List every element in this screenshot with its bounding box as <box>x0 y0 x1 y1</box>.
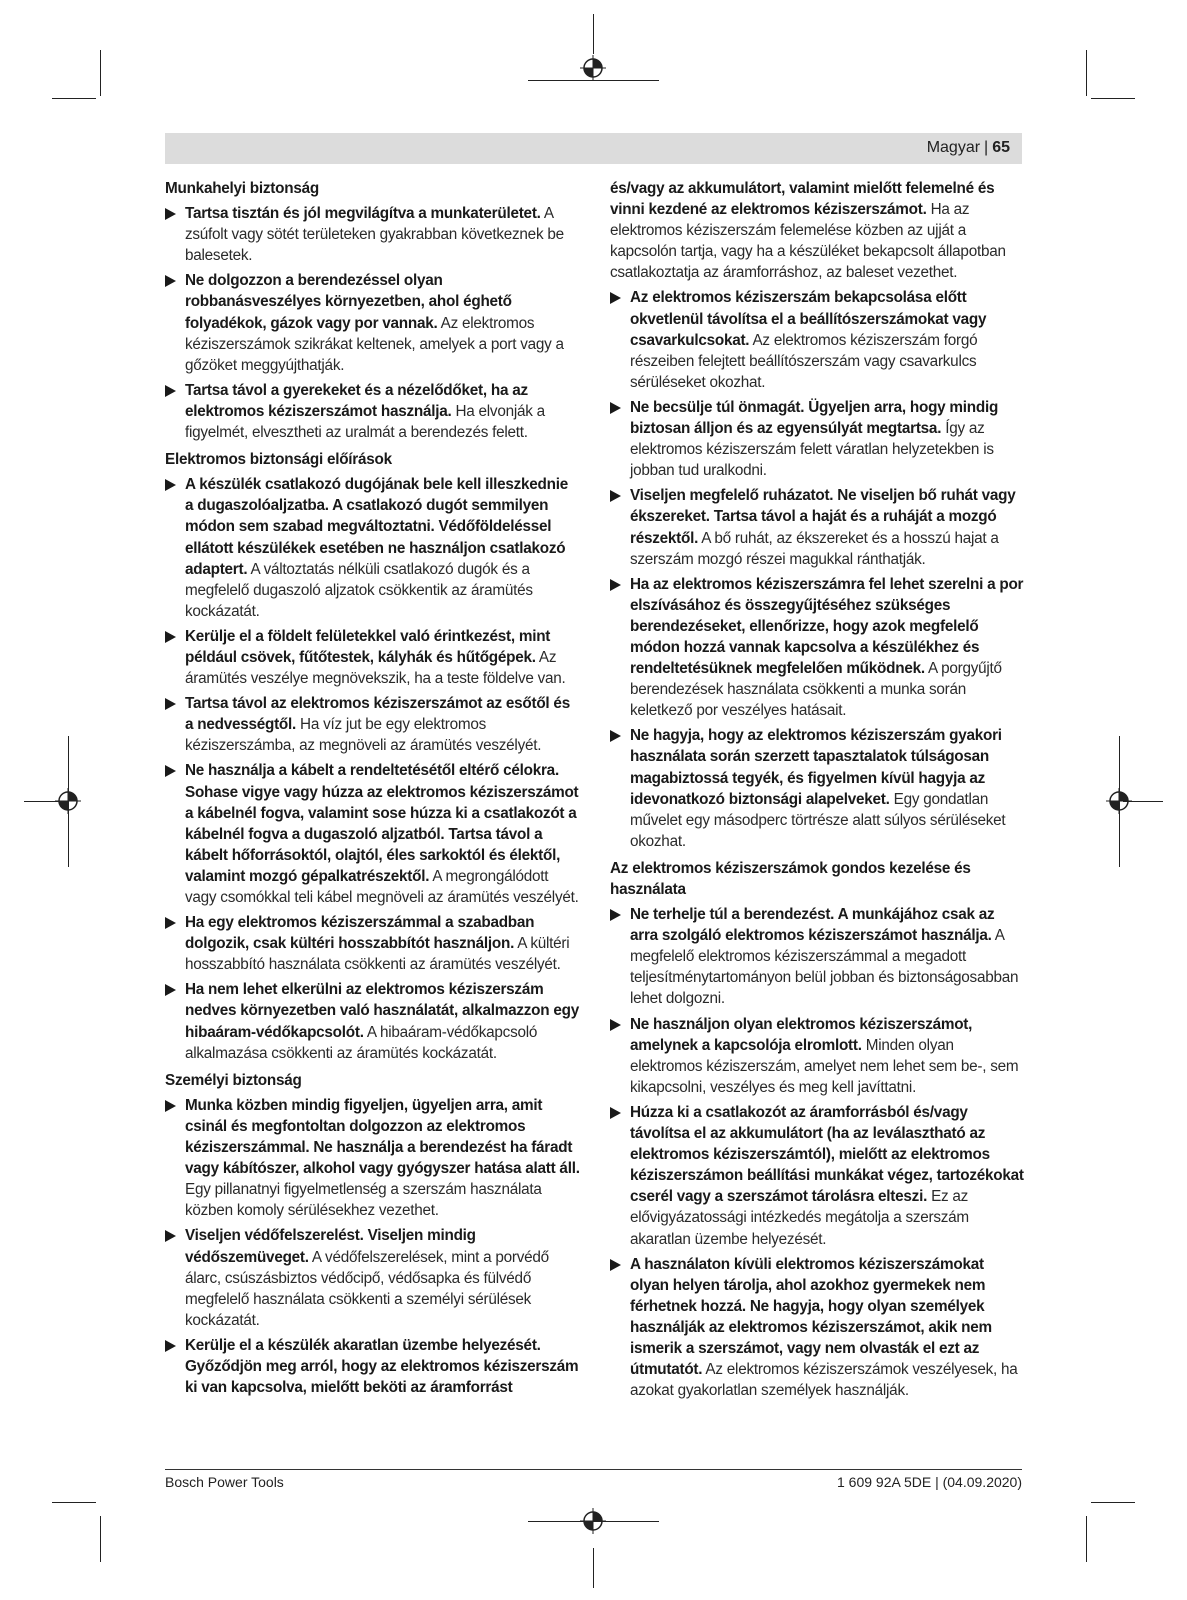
section-title: Munkahelyi biztonság <box>165 180 319 197</box>
list-item: Ne használja a kábelt a rendeltetésétől eltérő célokra. Sohase vigye vagy húzza az elektromos kéziszerszámot a kábelnél fogva, valamint sose húzza ki a csatlakozót a kábelnél fogva a dugaszoló aljzatból. Tartsa távol a kábelt hőforrásoktól, olajtól, éles sarkoktól és élektől, valamint mozgó gépalkatrészektől. A megrongálódott vagy csomókkal teli kábel megnöveli az áramütés veszélyét. <box>165 760 580 908</box>
crop-mark <box>1091 1502 1135 1503</box>
list-item: Ne hagyja, hogy az elektromos kéziszerszám gyakori használata során szerzett tapasztalatok túlságosan magabiztossá tegyék, és figyelmen kívül hagyja az idevonatkozó biztonsági alapelveket. Egy gondatlan művelet egy másodperc törtrésze alatt súlyos sérüléseket okozhat. <box>610 725 1025 852</box>
registration-mark-icon <box>580 55 606 81</box>
list-item: A használaton kívüli elektromos kéziszerszámokat olyan helyen tárolja, ahol azokhoz gyermekek nem férhetnek hozzá. Ne hagyja, hogy olyan személyek használják az elektromos kéziszerszámot, akik nem ismerik a szerszámot, vagy nem olvasták el ezt az útmutatót. Az elektromos kéziszerszámok veszélyesek, ha azokat gyakorlatlan személyek használják. <box>610 1254 1025 1402</box>
crop-mark <box>100 50 101 96</box>
left-column <box>165 178 580 1402</box>
bullet-triangle-icon <box>165 1100 176 1112</box>
bullet-triangle-icon <box>610 1107 621 1119</box>
bullet-triangle-icon <box>610 1259 621 1271</box>
header-text <box>927 139 1010 157</box>
bullet-triangle-icon <box>165 984 176 996</box>
crop-mark <box>52 1502 96 1503</box>
registration-mark-icon <box>1106 788 1132 814</box>
crop-mark <box>1086 50 1087 96</box>
list-item: Ne dolgozzon a berendezéssel olyan robbanásveszélyes környezetben, ahol éghető folyadékok, gázok vagy por vannak. Az elektromos kéziszerszámok szikrákat keltenek, amelyek a port vagy a gőzöket meggyújthatják. <box>165 270 580 375</box>
header-language: Magyar <box>926 139 981 156</box>
list-item: Tartsa tisztán és jól megvilágítva a munkaterületet. A zsúfolt vagy sötét területeken gyakrabban következnek be balesetek. <box>165 203 580 266</box>
registration-mark-icon <box>580 1508 606 1534</box>
section-title: Az elektromos kéziszerszámok gondos kezelése és használata <box>610 859 971 898</box>
list-item: Munka közben mindig figyeljen, ügyeljen arra, amit csinál és megfontoltan dolgozzon az elektromos kéziszerszámmal. Ne használja a berendezést ha fáradt vagy kábítószer, alkohol vagy gyógyszer hatása alatt áll. Egy pillanatnyi figyelmetlenség a szerszám használata közben komoly sérülésekhez vezethet. <box>165 1095 580 1222</box>
list-item: Ne becsülje túl önmagát. Ügyeljen arra, hogy mindig biztosan álljon és az egyensúlyát megtartsa. Így az elektromos kéziszerszám felett váratlan helyzetekben is jobban tud uralkodni. <box>610 397 1025 481</box>
bullet-triangle-icon <box>165 917 176 929</box>
footer-brand: Bosch Power Tools <box>165 1474 284 1490</box>
bullet-triangle-icon <box>610 909 621 921</box>
footer-divider <box>165 1469 1022 1470</box>
list-item: Viseljen megfelelő ruházatot. Ne viseljen bő ruhát vagy ékszereket. Tartsa távol a haját és a ruháját a mozgó részektől. A bő ruhát, az ékszereket és a hosszú hajat a szerszám mozgó részei magukkal ránthatják. <box>610 485 1025 569</box>
crop-mark <box>593 1548 594 1588</box>
list-item: Ha nem lehet elkerülni az elektromos kéziszerszám nedves környezetben való használatát, alkalmazzon egy hibaáram-védőkapcsolót. A hibaáram-védőkapcsoló alkalmazása csökkenti az áramütés kockázatát. <box>165 979 580 1063</box>
bullet-triangle-icon <box>165 1340 176 1352</box>
footer-doc-id: 1 609 92A 5DE | (04.09.2020) <box>837 1474 1022 1490</box>
header-separator: | <box>984 139 989 156</box>
bullet-triangle-icon <box>165 275 176 287</box>
bullet-triangle-icon <box>610 579 621 591</box>
bullet-triangle-icon <box>610 402 621 414</box>
crop-mark <box>52 98 96 99</box>
crop-mark <box>1086 1516 1087 1562</box>
list-item: A készülék csatlakozó dugójának bele kell illeszkednie a dugaszolóaljzatba. A csatlakozó dugót semmilyen módon sem szabad megváltoztatni. Védőföldeléssel ellátott készülékek esetében ne használjon csatlakozó adaptert. A változtatás nélküli csatlakozó dugók és a megfelelő dugaszoló aljzatok csökkentik az áramütés kockázatát. <box>165 474 580 622</box>
bullet-triangle-icon <box>610 730 621 742</box>
list-item: Kerülje el a készülék akaratlan üzembe helyezését. Győződjön meg arról, hogy az elektromos kéziszerszám ki van kapcsolva, mielőtt beköti az áramforrást <box>165 1335 580 1398</box>
bullet-triangle-icon <box>165 1230 176 1242</box>
list-item: Tartsa távol a gyerekeket és a nézelődőket, ha az elektromos kéziszerszámot használja. Ha elvonják a figyelmét, elvesztheti az uralmát a berendezés felett. <box>165 380 580 443</box>
list-item: Húzza ki a csatlakozót az áramforrásból és/vagy távolítsa el az akkumulátort (ha az leválasztható az elektromos kéziszerszámtól), mielőtt az elektromos kéziszerszámon beállítási munkákat végez, tartozékokat cserél vagy a szerszámot tárolásra elteszi. Ez az elővigyázatossági intézkedés megátolja a szerszám akaratlan üzembe helyezését. <box>610 1102 1025 1250</box>
list-item: Az elektromos kéziszerszám bekapcsolása előtt okvetlenül távolítsa el a beállítószerszámokat vagy csavarkulcsokat. Az elektromos kéziszerszám forgó részeiben felejtett beállítószerszám vagy csavarkulcs sérüléseket okozhat. <box>610 287 1025 392</box>
crop-mark <box>1091 98 1135 99</box>
list-item: Kerülje el a földelt felületekkel való érintkezést, mint például csövek, fűtőtestek, kályhák és hűtőgépek. Az áramütés veszélye megnövekszik, ha a teste földelve van. <box>165 626 580 689</box>
list-item: Viseljen védőfelszerelést. Viseljen mindig védőszemüveget. A védőfelszerelések, mint a porvédő álarc, csúszásbiztos védőcipő, védősapka és fülvédő megfelelő használata csökkenti a személyi sérülések kockázatát. <box>165 1225 580 1330</box>
bullet-triangle-icon <box>165 208 176 220</box>
section-title: Személyi biztonság <box>165 1071 302 1089</box>
continued-paragraph: és/vagy az akkumulátort, valamint mielőtt felemelné és vinni kezdené az elektromos kéziszerszámot. Ha az elektromos kéziszerszám felemelése közben az ujját a kapcsolón tartja, vagy ha a készüléket bekapcsolt állapotban csatlakoztatja az áramforráshoz, az baleset vezethet. <box>610 180 1006 282</box>
crop-mark <box>593 14 594 54</box>
page-header <box>165 133 1022 164</box>
list-item: Ne használjon olyan elektromos kéziszerszámot, amelynek a kapcsolója elromlott. Minden olyan elektromos kéziszerszám, amelyet nem lehet sem be-, sem kikapcsolni, veszélyes és meg kell javíttatni. <box>610 1014 1025 1098</box>
bullet-triangle-icon <box>165 698 176 710</box>
right-column <box>610 178 1025 1405</box>
bullet-triangle-icon <box>610 1019 621 1031</box>
list-item: Ha az elektromos kéziszerszámra fel lehet szerelni a por elszívásához és összegyűjtéséhez szükséges berendezéseket, ellenőrizze, hogy azok megfelelő módon hozzá vannak kapcsolva a készülékhez és rendeltetésüknek megfelelően működnek. A porgyűjtő berendezések használata csökkenti a munka során keletkező por veszélyes hatásait. <box>610 574 1025 722</box>
bullet-triangle-icon <box>165 631 176 643</box>
bullet-triangle-icon <box>610 292 621 304</box>
crop-mark <box>100 1516 101 1562</box>
registration-mark-icon <box>55 788 81 814</box>
list-item: Ne terhelje túl a berendezést. A munkájához csak az arra szolgáló elektromos kéziszerszámot használja. A megfelelő elektromos kéziszerszámmal a megadott teljesítménytartományon belül jobban és biztonságosabban lehet dolgozni. <box>610 904 1025 1009</box>
list-item: Ha egy elektromos kéziszerszámmal a szabadban dolgozik, csak kültéri hosszabbítót használjon. A kültéri hosszabbító használata csökkenti az áramütés veszélyét. <box>165 912 580 975</box>
bullet-triangle-icon <box>165 479 176 491</box>
bullet-triangle-icon <box>165 765 176 777</box>
page-number: 65 <box>992 139 1010 156</box>
bullet-triangle-icon <box>610 490 621 502</box>
bullet-triangle-icon <box>165 385 176 397</box>
section-title: Elektromos biztonsági előírások <box>165 451 392 469</box>
list-item: Tartsa távol az elektromos kéziszerszámot az esőtől és a nedvességtől. Ha víz jut be egy elektromos kéziszerszámba, az megnöveli az áramütés veszélyét. <box>165 693 580 756</box>
